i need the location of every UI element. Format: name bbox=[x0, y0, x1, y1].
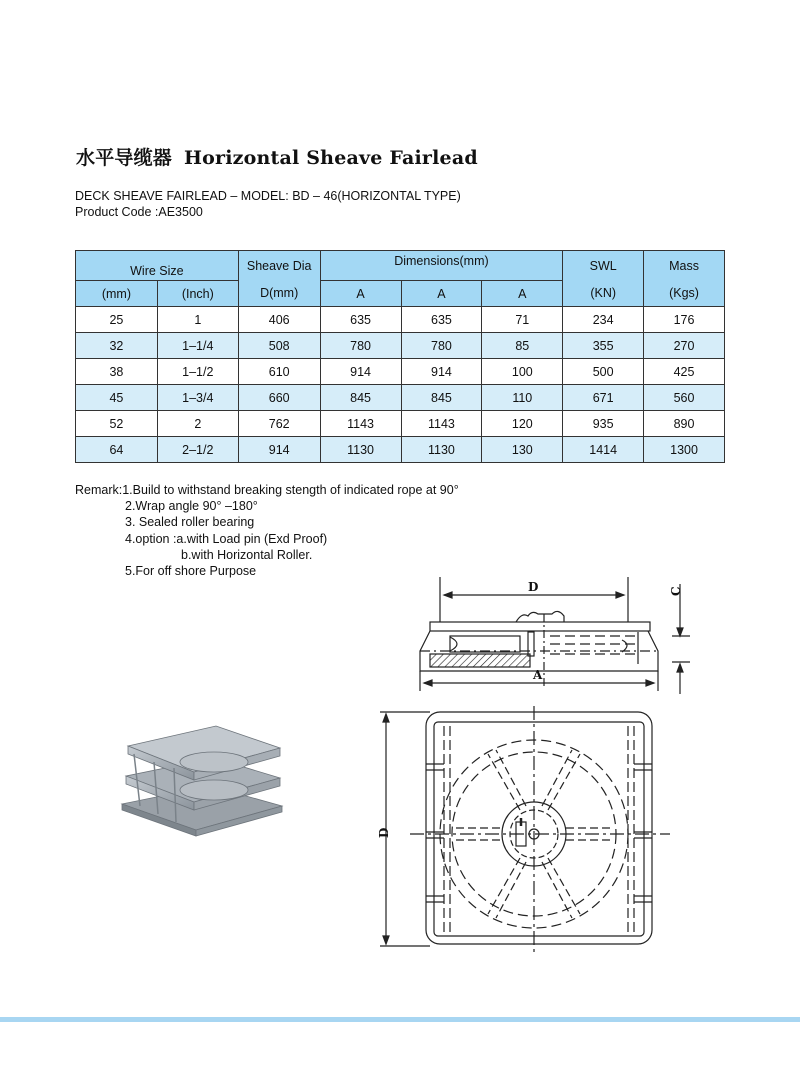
cell-swl: 935 bbox=[563, 411, 644, 437]
dim-label-c: C bbox=[669, 586, 683, 596]
header-inch: (Inch) bbox=[157, 281, 238, 307]
cell-mm: 45 bbox=[76, 385, 158, 411]
plan-dim-label-d: D bbox=[377, 827, 391, 838]
cell-swl: 500 bbox=[563, 359, 644, 385]
cell-inch: 2–1/2 bbox=[157, 437, 238, 463]
dim-label-a: A bbox=[533, 668, 543, 682]
cell-dmm: 660 bbox=[238, 385, 320, 411]
cell-dmm: 406 bbox=[238, 307, 320, 333]
cell-a2: 1130 bbox=[401, 437, 482, 463]
header-a1: A bbox=[320, 281, 401, 307]
page-title bbox=[76, 143, 478, 170]
remark-item: 5.For off shore Purpose bbox=[125, 564, 257, 579]
cell-a1: 1143 bbox=[320, 411, 401, 437]
product-code: Product Code :AE3500 bbox=[75, 205, 203, 219]
cell-a3: 100 bbox=[482, 359, 563, 385]
cell-swl: 1414 bbox=[563, 437, 644, 463]
header-dimensions: Dimensions(mm) bbox=[320, 251, 563, 281]
cell-a3: 71 bbox=[482, 307, 563, 333]
remark-label: Remark: bbox=[75, 483, 123, 497]
cell-a2: 1143 bbox=[401, 411, 482, 437]
cell-a3: 120 bbox=[482, 411, 563, 437]
cell-mm: 25 bbox=[76, 307, 158, 333]
cell-mass: 1300 bbox=[644, 437, 725, 463]
cell-mass: 176 bbox=[644, 307, 725, 333]
cell-swl: 355 bbox=[563, 333, 644, 359]
cell-a1: 1130 bbox=[320, 437, 401, 463]
table-row bbox=[76, 411, 725, 437]
model-line: DECK SHEAVE FAIRLEAD – MODEL: BD – 46(HORIZONTAL TYPE) bbox=[75, 189, 461, 203]
cell-inch: 1–1/4 bbox=[157, 333, 238, 359]
cell-a2: 780 bbox=[401, 333, 482, 359]
header-row-1 bbox=[76, 251, 725, 281]
remark-item: 3. Sealed roller bearing bbox=[125, 515, 255, 530]
cell-a1: 914 bbox=[320, 359, 401, 385]
table-row bbox=[76, 333, 725, 359]
header-swl: SWL bbox=[563, 251, 644, 281]
side-elevation-drawing bbox=[410, 574, 690, 694]
page-title-en: Horizontal Sheave Fairlead bbox=[184, 147, 478, 169]
cell-inch: 2 bbox=[157, 411, 238, 437]
remark-item: b.with Horizontal Roller. bbox=[181, 547, 313, 562]
table-row bbox=[76, 307, 725, 333]
remark-item: 2.Wrap angle 90° –180° bbox=[125, 499, 258, 514]
header-kgs: (Kgs) bbox=[644, 281, 725, 307]
header-a3: A bbox=[482, 281, 563, 307]
table-row bbox=[76, 359, 725, 385]
cell-dmm: 508 bbox=[238, 333, 320, 359]
header-mass: Mass bbox=[644, 251, 725, 281]
cell-a1: 780 bbox=[320, 333, 401, 359]
cell-inch: 1–3/4 bbox=[157, 385, 238, 411]
cell-mass: 890 bbox=[644, 411, 725, 437]
page-title-cn: 水平导缆器 bbox=[76, 147, 173, 169]
header-dmm: D(mm) bbox=[238, 281, 320, 307]
cell-dmm: 914 bbox=[238, 437, 320, 463]
table-row bbox=[76, 385, 725, 411]
cell-a2: 914 bbox=[401, 359, 482, 385]
cell-a1: 845 bbox=[320, 385, 401, 411]
cell-mm: 32 bbox=[76, 333, 158, 359]
cell-mass: 270 bbox=[644, 333, 725, 359]
cell-dmm: 762 bbox=[238, 411, 320, 437]
header-mm: (mm) bbox=[76, 281, 158, 307]
cell-a3: 110 bbox=[482, 385, 563, 411]
cell-swl: 234 bbox=[563, 307, 644, 333]
cell-a2: 845 bbox=[401, 385, 482, 411]
cell-swl: 671 bbox=[563, 385, 644, 411]
cell-a3: 85 bbox=[482, 333, 563, 359]
cell-dmm: 610 bbox=[238, 359, 320, 385]
footer-divider bbox=[0, 1017, 800, 1022]
cell-mass: 425 bbox=[644, 359, 725, 385]
dim-label-d: D bbox=[528, 580, 539, 594]
cell-a2: 635 bbox=[401, 307, 482, 333]
cell-mm: 64 bbox=[76, 437, 158, 463]
header-sheave-dia: Sheave Dia bbox=[238, 251, 320, 281]
header-kn: (KN) bbox=[563, 281, 644, 307]
remark-item: 4.option :a.with Load pin (Exd Proof) bbox=[125, 531, 328, 546]
product-photo bbox=[110, 706, 290, 846]
table-row bbox=[76, 437, 725, 463]
cell-inch: 1 bbox=[157, 307, 238, 333]
cell-a1: 635 bbox=[320, 307, 401, 333]
cell-mm: 52 bbox=[76, 411, 158, 437]
cell-inch: 1–1/2 bbox=[157, 359, 238, 385]
cell-mass: 560 bbox=[644, 385, 725, 411]
cell-mm: 38 bbox=[76, 359, 158, 385]
header-row-2 bbox=[76, 281, 725, 307]
header-wire-size: Wire Size bbox=[76, 251, 239, 281]
remark-item: 1.Build to withstand breaking stength of indicated rope at 90° bbox=[122, 483, 459, 497]
plan-view-drawing bbox=[370, 706, 690, 956]
spec-table bbox=[75, 250, 725, 463]
header-a2: A bbox=[401, 281, 482, 307]
cell-a3: 130 bbox=[482, 437, 563, 463]
remarks bbox=[75, 482, 459, 579]
